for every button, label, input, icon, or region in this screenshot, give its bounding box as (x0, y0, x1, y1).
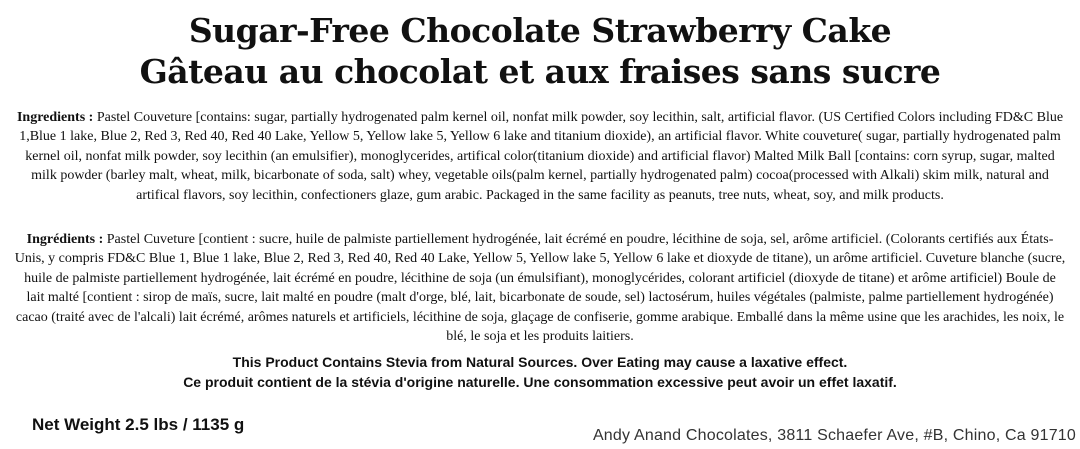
notice-fr: Ce produit contient de la stévia d'origine naturelle. Une consommation excessive peut avoir un effet laxatif. (183, 374, 897, 390)
ingredients-fr (14, 230, 1066, 346)
ingredients-fr-text: Pastel Cuveture [contient : sucre, huile de palmiste partiellement hydrogénée, lait écrémé en poudre, lécithine de soja, sel, arôme artificiel. (Colorants certifiés aux États-Unis, y compris FD&C Blue 1, Blue 1 lake, Blue 2, Red 3, Red 40, Red 40 Lake, Yellow 5, Yellow lake 5, Yellow 6 lake et dioxyde de titane), un arôme artificiel. Cuveture blanche (sucre, huile de palmiste partiellement hydrogénée, lait écrémé en poudre, lécithine de soja (un émulsifiant), monoglycérides, colorant artificiel (dioxyde de titane) et arôme artificiel) Boule de lait malté [contient : sirop de maïs, sucre, lait malté en poudre (malt d'orge, blé, lait, bicarbonate de soude, sel) lactosérum, huiles végétales (palmiste, palme partiellement hydrogénée) cacao (traité avec de l'alcali) lait écrémé, arômes naturels et artificiels, lécithine de soja, glaçage de confiserie, gomme arabique. Emballé dans la même usine que les arachides, les noix, le blé, le soja et les produits laitiers. (14, 232, 1066, 345)
laxative-notice (0, 352, 1080, 392)
ingredients-fr-label: Ingrédients : (26, 232, 104, 247)
manufacturer-address: Andy Anand Chocolates, 3811 Schaefer Ave, #B, Chino, Ca 91710 (592, 427, 1076, 444)
ingredients-en-label: Ingredients : (16, 110, 94, 125)
title-block (0, 10, 1080, 92)
product-title-en: Sugar-Free Chocolate Strawberry Cake (188, 11, 892, 50)
ingredients-en (14, 108, 1066, 205)
ingredients-en-text: Pastel Couveture [contains: sugar, partially hydrogenated palm kernel oil, nonfat milk powder, soy lecithin, salt, artificial flavor. (US Certified Colors including FD&C Blue 1,Blue 1 lake, Blue 2, Red 3, Red 40, Red 40 Lake, Yellow 5, Yellow lake 5, Yellow 6 lake and titanium dioxide), an artificial flavor. White couveture( sugar, partially hydrogenated palm kernel oil, nonfat milk powder, soy lecithin (an emulsifier), monoglycerides, artifical color(titanium dioxide) and artificial flavor) Malted Milk Ball [contains: corn syrup, sugar, malted milk powder (barley malt, wheat, milk, bicarbonate of soda, salt) whey, vegetable oils(palm kernel, partially hydrogenated palm) cocoa(processed with Alkali) skim milk, natural and artifical flavors, soy lecithin, confectioners glaze, gum arabic. Packaged in the same facility as peanuts, tree nuts, wheat, soy, and milk products. (19, 110, 1064, 203)
net-weight: Net Weight 2.5 lbs / 1135 g (32, 415, 245, 434)
product-title-fr: Gâteau au chocolat et aux fraises sans sucre (139, 52, 941, 91)
notice-en: This Product Contains Stevia from Natural Sources. Over Eating may cause a laxative effect. (232, 354, 848, 370)
